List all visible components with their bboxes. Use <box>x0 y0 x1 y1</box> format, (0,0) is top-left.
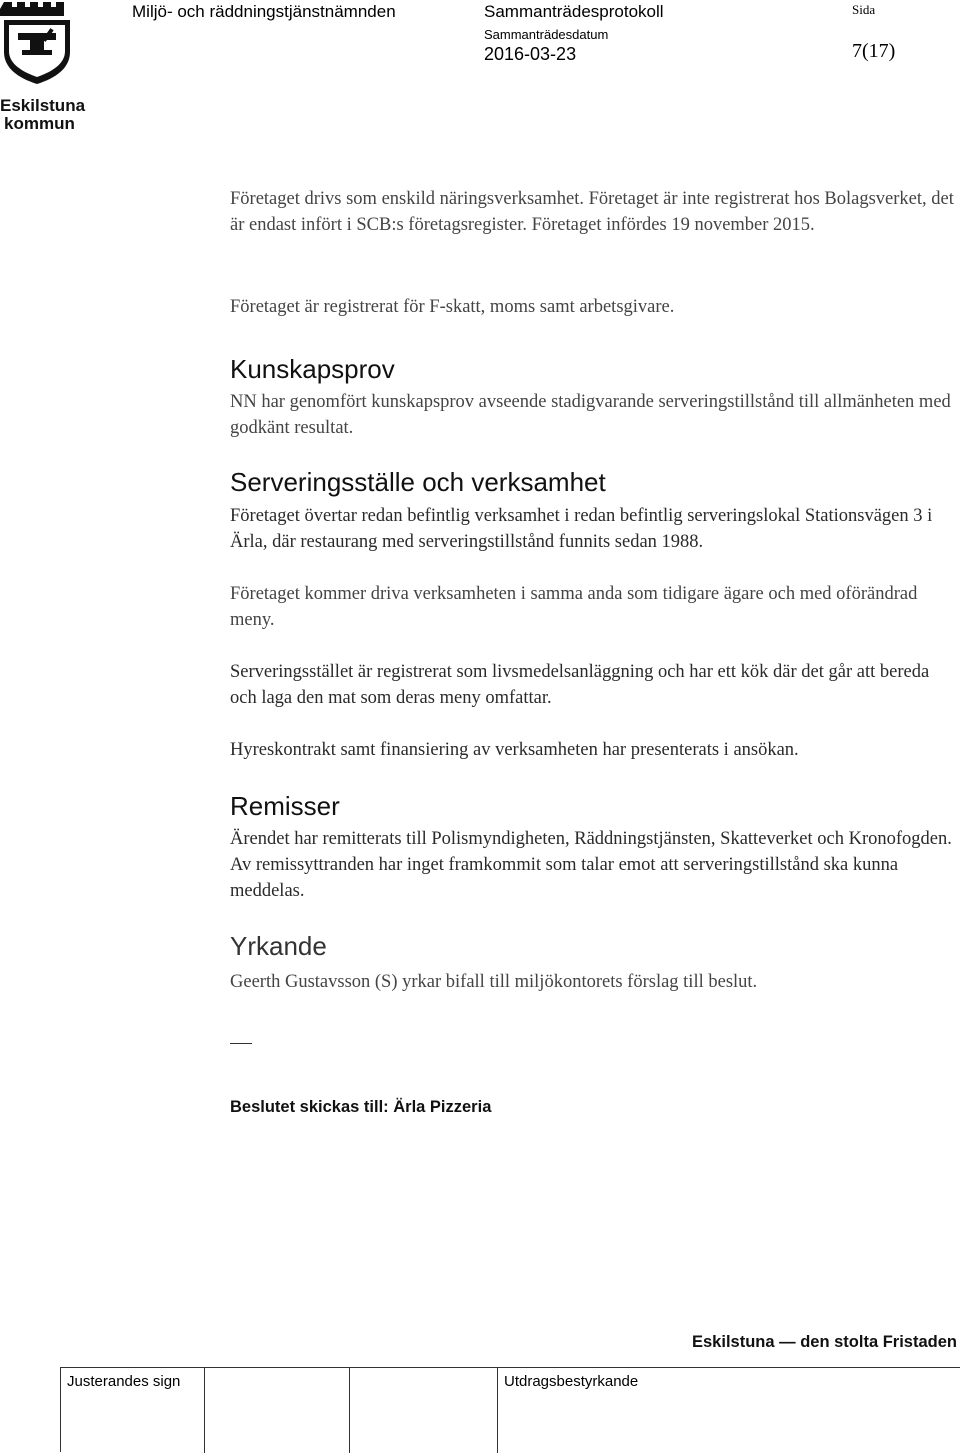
paragraph-menu: Företaget kommer driva verksamheten i samma anda som tidigare ägare och med oförändrad meny. <box>230 584 918 630</box>
coat-of-arms-icon <box>0 0 86 133</box>
paragraph-business-form: Företaget drivs som enskild näringsverksamhet. Företaget är inte registrerat hos Bolagsverket, det är endast infört i SCB:s företagsregister. Företaget infördes 19 november 2015. <box>230 189 954 235</box>
separator-dash <box>230 1043 252 1044</box>
paragraph-lease: Hyreskontrakt samt finansiering av verksamheten har presenterats i ansökan. <box>230 740 799 760</box>
meeting-date-value: 2016-03-23 <box>484 44 577 64</box>
signature-cell-1 <box>61 1368 205 1453</box>
extract-certification-label: Utdragsbestyrkande <box>504 1373 639 1390</box>
document-type: Sammanträdesprotokoll <box>484 2 664 21</box>
signature-label: Justerandes sign <box>67 1373 181 1390</box>
signature-cell-3 <box>350 1368 498 1453</box>
page-label: Sida <box>852 2 876 17</box>
meeting-date-label: Sammanträdesdatum <box>484 27 609 42</box>
paragraph-referrals: Ärendet har remitterats till Polismyndigheten, Räddningstjänsten, Skatteverket och Kronofogden. Av remissyttranden har inget framkommit som talar emot att serveringstillstånd ska kunna meddelas. <box>230 829 952 901</box>
municipality-logo <box>0 0 86 133</box>
extract-certification-cell <box>498 1368 961 1453</box>
heading-yrkande: Yrkande <box>230 931 327 961</box>
heading-remisser: Remisser <box>230 791 340 821</box>
paragraph-motion: Geerth Gustavsson (S) yrkar bifall till miljökontorets förslag till beslut. <box>230 972 758 992</box>
footer-tagline: Eskilstuna — den stolta Fristaden <box>692 1333 957 1351</box>
decision-recipients: Beslutet skickas till: Ärla Pizzeria <box>230 1098 492 1116</box>
heading-kunskapsprov: Kunskapsprov <box>230 354 395 384</box>
page-number: 7(17) <box>852 40 896 62</box>
paragraph-premises: Företaget övertar redan befintlig verksamhet i redan befintlig serveringslokal Stationsvägen 3 i Ärla, där restaurang med serveringstillstånd funnits sedan 1988. <box>230 506 933 552</box>
signature-cell-2 <box>205 1368 350 1453</box>
signature-table <box>60 1367 960 1452</box>
heading-serveringsstalle: Serveringsställe och verksamhet <box>230 467 606 497</box>
logo-text-line-1: Eskilstuna <box>0 96 86 115</box>
paragraph-food-facility: Serveringsstället är registrerat som livsmedelsanläggning och har ett kök där det går att bereda och laga den mat som deras meny omfattar. <box>230 662 930 708</box>
logo-text-line-2: kommun <box>4 114 75 133</box>
committee-name: Miljö- och räddningstjänstnämnden <box>132 2 396 21</box>
paragraph-tax-registration: Företaget är registrerat för F-skatt, moms samt arbetsgivare. <box>230 297 675 317</box>
paragraph-knowledge-test: NN har genomfört kunskapsprov avseende stadigvarande serveringstillstånd till allmänheten med godkänt resultat. <box>230 392 951 438</box>
